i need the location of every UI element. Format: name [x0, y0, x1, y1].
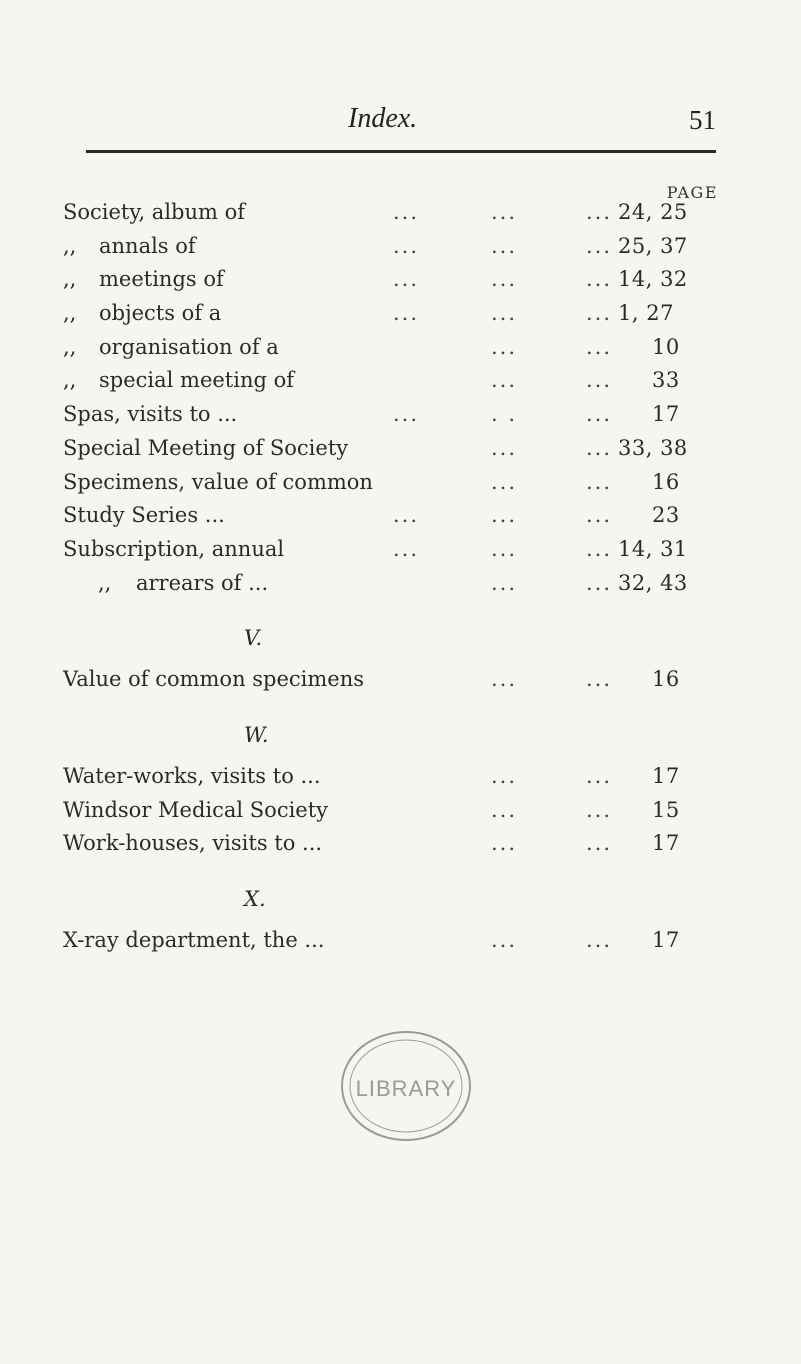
- index-entry: [0, 663, 801, 697]
- header-rule: [86, 150, 716, 153]
- entry-pages: 14, 32: [618, 267, 688, 292]
- index-entry: [0, 196, 801, 230]
- entry-text: Work-houses, visits to ...: [63, 831, 323, 856]
- index-entry: [0, 567, 801, 601]
- index-entry: [0, 263, 801, 297]
- index-entry: [0, 499, 801, 533]
- entry-text: organisation of a: [99, 334, 279, 359]
- ditto-mark: ,,: [63, 267, 77, 292]
- leader-dots: ...: [393, 301, 420, 326]
- entry-pages: 15: [652, 797, 680, 822]
- leader-dots: ...: [586, 928, 613, 952]
- index-entry: [0, 364, 801, 398]
- entry-text: arrears of ...: [136, 570, 269, 595]
- index-entry: [0, 466, 801, 500]
- index-entry: [0, 398, 801, 432]
- leader-dots: ...: [586, 763, 613, 788]
- entry-text: Windsor Medical Society: [63, 797, 329, 822]
- section-letter: W.: [244, 722, 269, 747]
- section-letter: X.: [244, 887, 266, 911]
- leader-dots: ...: [586, 200, 613, 224]
- entry-pages: 25, 37: [618, 233, 688, 258]
- entry-text: Specimens, value of common: [63, 469, 373, 494]
- index-entries: [0, 196, 801, 958]
- entry-text: Water-works, visits to ...: [63, 763, 321, 788]
- entry-pages: 17: [652, 763, 680, 788]
- leader-dots: ...: [586, 469, 613, 494]
- leader-dots: ...: [393, 267, 420, 292]
- entry-text: Special Meeting of Society: [63, 435, 349, 460]
- section-letter: V.: [244, 626, 263, 651]
- page-header: [86, 103, 716, 143]
- entry-text: meetings of: [99, 267, 224, 292]
- leader-dots: ...: [393, 536, 420, 561]
- index-entry: [0, 331, 801, 365]
- leader-dots: ...: [491, 469, 518, 494]
- entry-text: annals of: [99, 233, 196, 258]
- leader-dots: ...: [491, 831, 518, 856]
- leader-dots: ...: [491, 368, 518, 393]
- ditto-mark: ,,: [63, 301, 77, 326]
- entry-text: Spas, visits to ...: [63, 402, 238, 427]
- leader-dots: ...: [491, 503, 518, 528]
- ditto-mark: ,,: [63, 334, 77, 359]
- leader-dots: ...: [586, 503, 613, 528]
- section-heading: [0, 697, 801, 760]
- entry-text: X-ray department, the ...: [63, 928, 325, 952]
- leader-dots: ...: [491, 797, 518, 822]
- leader-dots: ...: [586, 831, 613, 856]
- page-number: 51: [689, 105, 716, 135]
- entry-pages: 33, 38: [618, 435, 688, 460]
- leader-dots: ...: [491, 928, 518, 952]
- index-entry: [0, 827, 801, 861]
- ditto-mark: ,,: [98, 570, 112, 595]
- leader-dots: ...: [491, 334, 518, 359]
- leader-dots: ...: [491, 233, 518, 258]
- leader-dots: ...: [586, 570, 613, 595]
- entry-text: Value of common specimens: [63, 667, 365, 692]
- entry-pages: 33: [652, 368, 680, 393]
- leader-dots: ...: [491, 267, 518, 292]
- leader-dots: ...: [393, 503, 420, 528]
- leader-dots: ...: [491, 536, 518, 561]
- leader-dots: ...: [586, 435, 613, 460]
- entry-pages: 17: [652, 831, 680, 856]
- entry-pages: 24, 25: [618, 200, 688, 224]
- section-heading: [0, 600, 801, 663]
- index-entry: [0, 924, 801, 958]
- index-entry: [0, 794, 801, 828]
- leader-dots: ...: [586, 334, 613, 359]
- leader-dots: ...: [586, 233, 613, 258]
- entry-pages: 32, 43: [618, 570, 688, 595]
- index-entry: [0, 432, 801, 466]
- entry-pages: 14, 31: [618, 536, 688, 561]
- index-entry: [0, 297, 801, 331]
- leader-dots: . .: [491, 402, 518, 427]
- entry-pages: 23: [652, 503, 680, 528]
- leader-dots: ...: [491, 570, 518, 595]
- leader-dots: ...: [393, 402, 420, 427]
- entry-pages: 17: [652, 928, 680, 952]
- entry-pages: 16: [652, 469, 680, 494]
- leader-dots: ...: [491, 667, 518, 692]
- entry-text: Subscription, annual: [63, 536, 285, 561]
- page-column-label: PAGE: [666, 183, 718, 202]
- ditto-mark: ,,: [63, 368, 77, 393]
- entry-pages: 10: [652, 334, 680, 359]
- leader-dots: ...: [586, 267, 613, 292]
- stamp-text: LIBRARY: [355, 1076, 457, 1101]
- section-heading: [0, 861, 801, 924]
- entry-text: special meeting of: [99, 368, 295, 393]
- leader-dots: ...: [393, 233, 420, 258]
- entry-text: Study Series ...: [63, 503, 225, 528]
- leader-dots: ...: [586, 368, 613, 393]
- entry-pages: 17: [652, 402, 680, 427]
- leader-dots: ...: [586, 301, 613, 326]
- page-title: Index.: [348, 103, 418, 134]
- index-entry: [0, 230, 801, 264]
- entry-pages: 1, 27: [618, 301, 674, 326]
- leader-dots: ...: [393, 200, 420, 224]
- leader-dots: ...: [491, 435, 518, 460]
- entry-pages: 16: [652, 667, 680, 692]
- leader-dots: ...: [491, 200, 518, 224]
- entry-text: objects of a: [99, 301, 222, 326]
- ditto-mark: ,,: [63, 233, 77, 258]
- leader-dots: ...: [586, 402, 613, 427]
- leader-dots: ...: [586, 536, 613, 561]
- leader-dots: ...: [586, 667, 613, 692]
- index-entry: [0, 533, 801, 567]
- index-entry: [0, 760, 801, 794]
- library-stamp: [328, 1020, 488, 1150]
- leader-dots: ...: [586, 797, 613, 822]
- leader-dots: ...: [491, 301, 518, 326]
- leader-dots: ...: [491, 763, 518, 788]
- entry-text: Society, album of: [63, 200, 246, 224]
